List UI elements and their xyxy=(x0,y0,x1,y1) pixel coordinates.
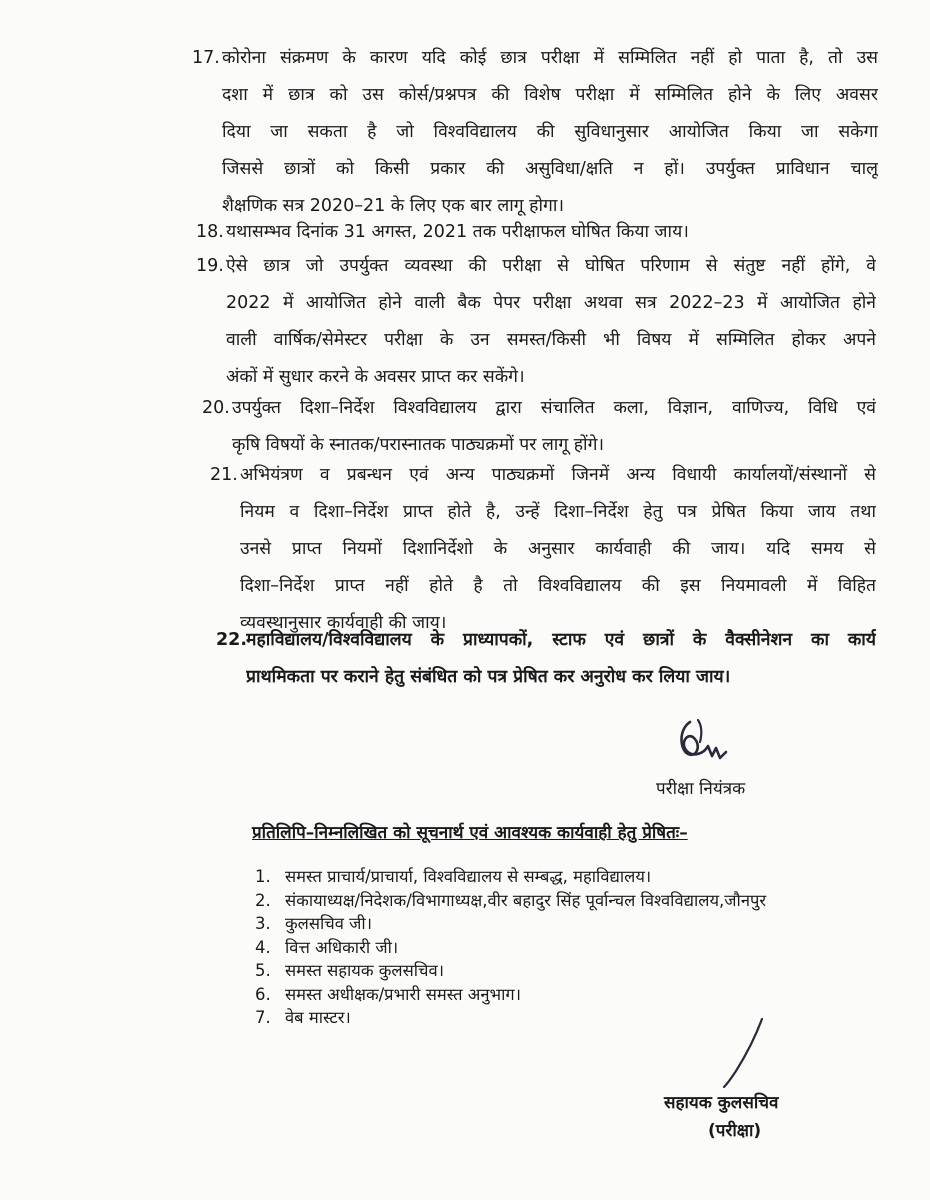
paragraph-line: दिया जा सकता है जो विश्वविद्यालय की सुविधानुसार आयोजित किया जा सकेगा xyxy=(222,122,878,142)
list-item-text: वित्त अधिकारी जी। xyxy=(285,937,399,957)
list-item xyxy=(255,912,766,936)
paragraph-line: कृषि विषयों के स्नातक/परास्नातक पाठ्यक्रमों पर लागू होंगे। xyxy=(232,435,605,455)
paragraph-line: जिससे छात्रों को किसी प्रकार की असुविधा/क्षति न हों। उपर्युक्त प्राविधान चालू xyxy=(222,159,878,179)
list-item xyxy=(255,865,766,889)
paragraph-number: 20. xyxy=(202,398,230,418)
paragraph-line: दशा में छात्र को उस कोर्स/प्रश्नपत्र की विशेष परीक्षा में सम्मिलित होने के लिए अवसर xyxy=(222,85,878,105)
list-item xyxy=(255,1006,766,1030)
assistant-registrar-subtitle: (परीक्षा) xyxy=(708,1121,762,1141)
paragraph-line: महाविद्यालय/विश्वविद्यालय के प्राध्यापकों, स्टाफ एवं छात्रों के वैक्सीनेशन का कार्य xyxy=(246,630,876,650)
list-item xyxy=(255,959,766,983)
paragraph-line: अंकों में सुधार करने के अवसर प्राप्त कर सकेंगे। xyxy=(226,367,525,387)
paragraph-line: वाली वार्षिक/सेमेस्टर परीक्षा के उन समस्त/किसी भी विषय में सम्मिलित होकर अपने xyxy=(226,330,876,350)
list-item-number: 2. xyxy=(255,890,271,910)
paragraph-number: 22. xyxy=(216,630,248,650)
paragraph-18 xyxy=(196,214,876,251)
paragraph-number: 18. xyxy=(196,222,224,242)
assistant-registrar-title: सहायक कुलसचिव xyxy=(664,1093,779,1113)
list-item-number: 7. xyxy=(255,1008,271,1027)
paragraph-line: यथासम्भव दिनांक 31 अगस्त, 2021 तक परीक्षाफल घोषित किया जाय। xyxy=(226,222,689,242)
paragraph-line: दिशा–निर्देश प्राप्त नहीं होते है तो विश्वविद्यालय की इस नियमावली में विहित xyxy=(240,576,876,596)
paragraph-number: 21. xyxy=(210,465,238,485)
paragraph-line: व्यवस्थानुसार कार्यवाही की जाय। xyxy=(240,613,447,633)
list-item xyxy=(255,983,766,1007)
paragraph-line: नियम व दिशा–निर्देश प्राप्त होते है, उन्हें दिशा–निर्देश हेतु पत्र प्रेषित किया जाय तथा xyxy=(240,502,876,522)
paragraph-line: उनसे प्राप्त नियमों दिशानिर्देशो के अनुसार कार्यवाही की जाय। यदि समय से xyxy=(240,539,876,559)
list-item xyxy=(255,936,766,960)
list-item-number: 6. xyxy=(255,984,271,1004)
paragraph-line: ऐसे छात्र जो उपर्युक्त व्यवस्था की परीक्षा से घोषित परिणाम से संतुष्ट नहीं होंगे, वे xyxy=(226,256,876,276)
paragraph-22 xyxy=(216,622,876,696)
paragraph-19 xyxy=(196,248,876,396)
paragraph-line: कोरोना संक्रमण के कारण यदि कोई छात्र परीक्षा में सम्मिलित नहीं हो पाता है, तो उस xyxy=(222,48,878,68)
list-item-text: समस्त प्राचार्य/प्राचार्या, विश्वविद्यालय से सम्बद्ध, महाविद्यालय। xyxy=(285,867,652,886)
paragraph-number: 17. xyxy=(192,48,220,68)
paragraph-17 xyxy=(192,40,878,225)
paragraph-20 xyxy=(202,390,876,464)
list-item-number: 3. xyxy=(255,914,271,933)
signature-image xyxy=(668,716,738,772)
controller-of-examinations-title: परीक्षा नियंत्रक xyxy=(656,779,746,799)
list-item-text: समस्त सहायक कुलसचिव। xyxy=(285,961,444,980)
list-item xyxy=(255,889,766,913)
paragraph-number: 19. xyxy=(196,256,224,276)
list-item-text: वेब मास्टर। xyxy=(285,1008,351,1027)
paragraph-line: उपर्युक्त दिशा–निर्देश विश्वविद्यालय द्वारा संचालित कला, विज्ञान, वाणिज्य, विधि एवं xyxy=(232,398,876,418)
paragraph-line: अभियंत्रण व प्रबन्धन एवं अन्य पाठ्यक्रमों जिनमें अन्य विधायी कार्यालयों/संस्थानों से xyxy=(240,465,876,485)
list-item-text: कुलसचिव जी। xyxy=(285,914,372,933)
signature-image xyxy=(712,1015,772,1091)
paragraph-line: 2022 में आयोजित होने वाली बैक पेपर परीक्षा अथवा सत्र 2022–23 में आयोजित होने xyxy=(226,293,876,313)
paragraph-line: प्राथमिकता पर कराने हेतु संबंधित को पत्र प्रेषित कर अनुरोध कर लिया जाय। xyxy=(246,667,731,687)
paragraph-line: शैक्षणिक सत्र 2020–21 के लिए एक बार लागू होगा। xyxy=(222,196,565,216)
list-item-number: 5. xyxy=(255,961,271,980)
list-item-number: 4. xyxy=(255,937,271,957)
copy-to-heading: प्रतिलिपि–निम्नलिखित को सूचनार्थ एवं आवश्यक कार्यवाही हेतु प्रेषितः– xyxy=(252,823,688,843)
list-item-text: समस्त अधीक्षक/प्रभारी समस्त अनुभाग। xyxy=(285,984,521,1004)
copy-to-list xyxy=(255,865,766,1030)
list-item-text: संकायाध्यक्ष/निदेशक/विभागाध्यक्ष,वीर बहादुर सिंह पूर्वान्चल विश्वविद्यालय,जौनपुर xyxy=(285,890,767,910)
list-item-number: 1. xyxy=(255,867,271,886)
